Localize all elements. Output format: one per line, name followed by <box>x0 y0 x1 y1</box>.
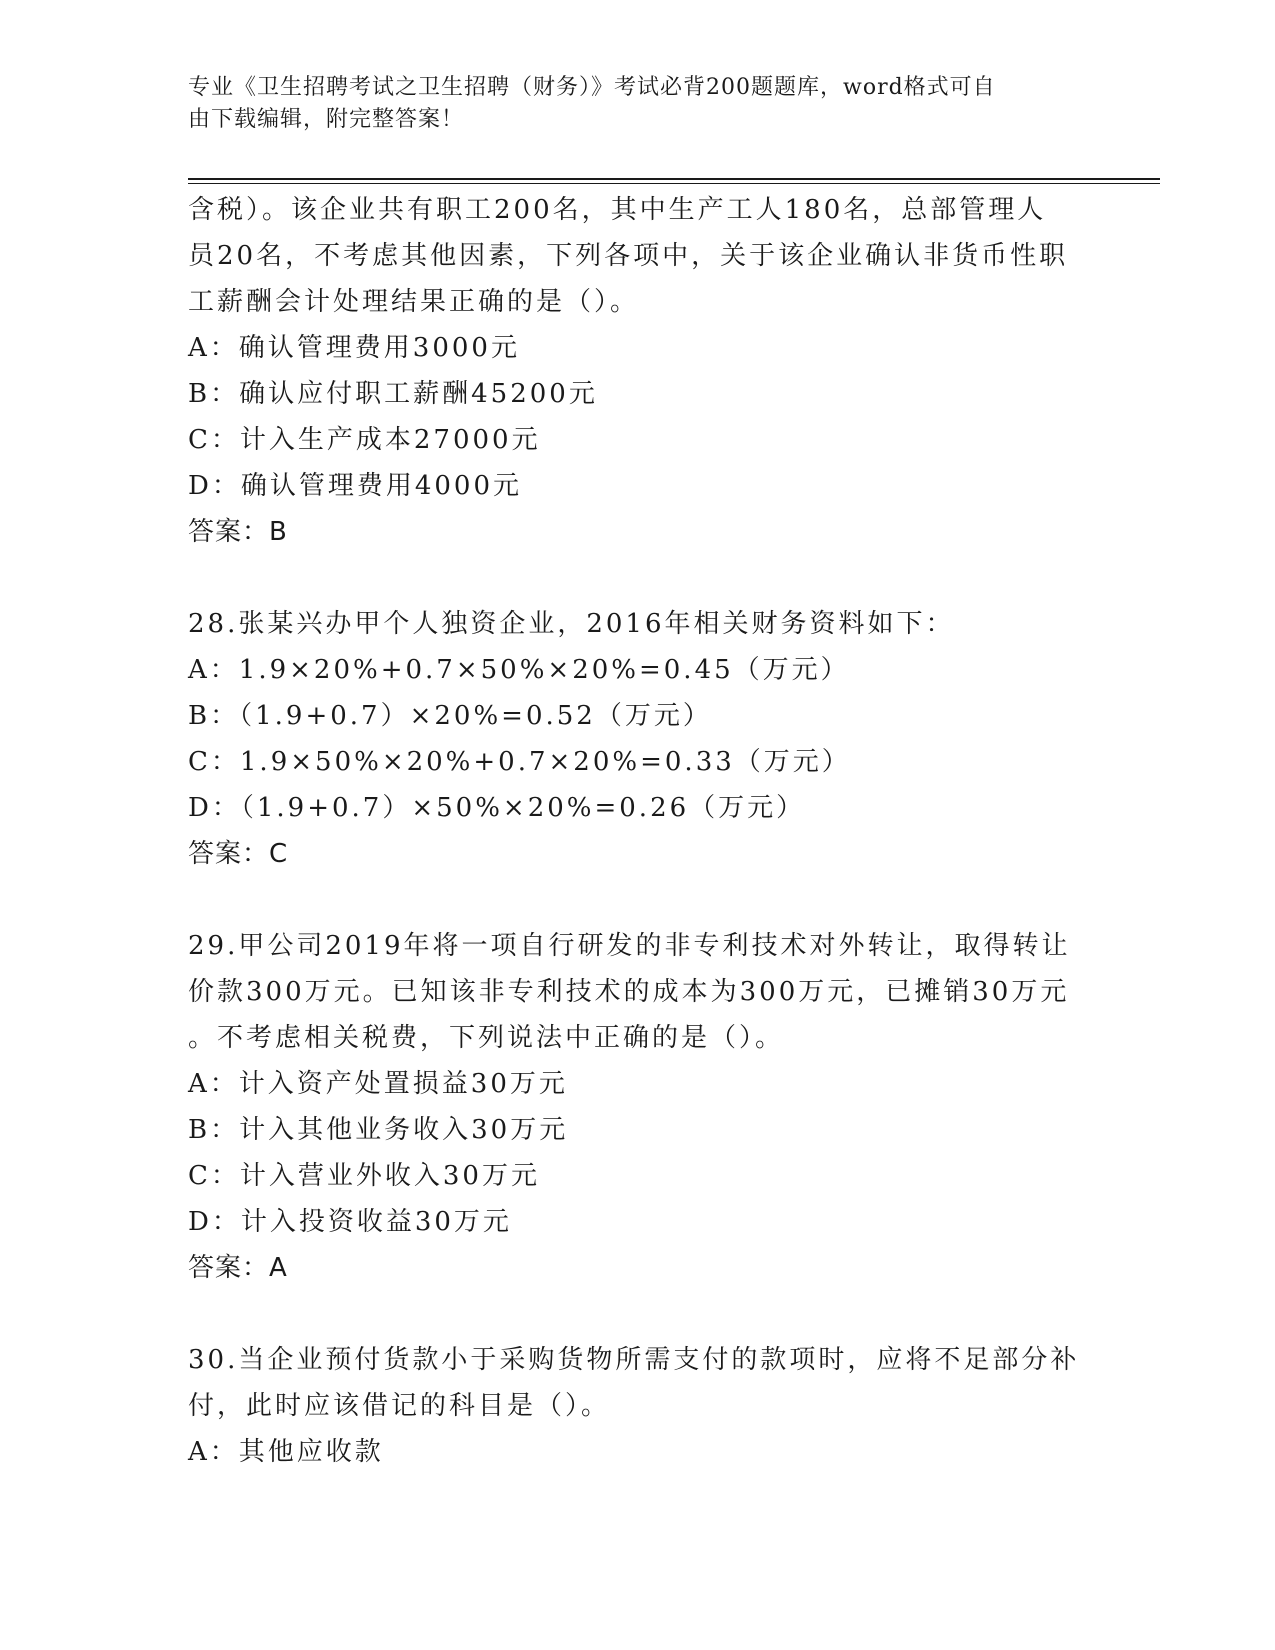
document-header <box>188 72 1088 136</box>
answer-label: 答案：C <box>188 839 289 869</box>
question-29 <box>188 923 1108 1291</box>
question-stem-line: 28.张某兴办甲个人独资企业，2016年相关财务资料如下： <box>188 609 955 639</box>
question-stem-line: 29.甲公司2019年将一项自行研发的非专利技术对外转让，取得转让 <box>188 931 1071 961</box>
option-b: B：（1.9+0.7）×20%=0.52（万元） <box>188 701 712 731</box>
header-rule-thick <box>188 178 1160 180</box>
option-b: B：确认应付职工薪酬45200元 <box>188 379 598 409</box>
document-body <box>188 187 1108 1475</box>
question-stem-line: 含税）。该企业共有职工200名，其中生产工人180名，总部管理人 <box>188 195 1047 225</box>
header-line-1: 专业《卫生招聘考试之卫生招聘（财务）》考试必背200题题库，word格式可自 <box>188 75 996 100</box>
answer-label: 答案：B <box>188 517 288 547</box>
header-rule-thin <box>188 183 1160 184</box>
option-d: D：（1.9+0.7）×50%×20%=0.26（万元） <box>188 793 806 823</box>
answer-label: 答案：A <box>188 1253 288 1283</box>
question-stem-line: 员20名，不考虑其他因素，下列各项中，关于该企业确认非货币性职 <box>188 241 1069 271</box>
question-stem-line: 30.当企业预付货款小于采购货物所需支付的款项时，应将不足部分补 <box>188 1345 1080 1375</box>
option-c: C：计入生产成本27000元 <box>188 425 541 455</box>
question-stem-line: 价款300万元。已知该非专利技术的成本为300万元，已摊销30万元 <box>188 977 1070 1007</box>
question-stem-line: 工薪酬会计处理结果正确的是（）。 <box>188 287 640 317</box>
option-a: A：1.9×20%+0.7×50%×20%=0.45（万元） <box>188 655 850 685</box>
option-c: C：1.9×50%×20%+0.7×20%=0.33（万元） <box>188 747 851 777</box>
option-d: D：确认管理费用4000元 <box>188 471 523 501</box>
option-c: C：计入营业外收入30万元 <box>188 1161 540 1191</box>
header-line-2: 由下载编辑，附完整答案！ <box>188 107 465 132</box>
option-d: D：计入投资收益30万元 <box>188 1207 512 1237</box>
spacer <box>188 555 1108 601</box>
question-stem-line: 。不考虑相关税费，下列说法中正确的是（）。 <box>188 1023 785 1053</box>
spacer <box>188 877 1108 923</box>
question-27 <box>188 187 1108 555</box>
option-b: B：计入其他业务收入30万元 <box>188 1115 569 1145</box>
option-a: A：计入资产处置损益30万元 <box>188 1069 568 1099</box>
question-stem-line: 付，此时应该借记的科目是（）。 <box>188 1391 611 1421</box>
spacer <box>188 1291 1108 1337</box>
question-30 <box>188 1337 1108 1475</box>
option-a: A：确认管理费用3000元 <box>188 333 520 363</box>
question-28 <box>188 601 1108 877</box>
option-a: A：其他应收款 <box>188 1437 384 1467</box>
